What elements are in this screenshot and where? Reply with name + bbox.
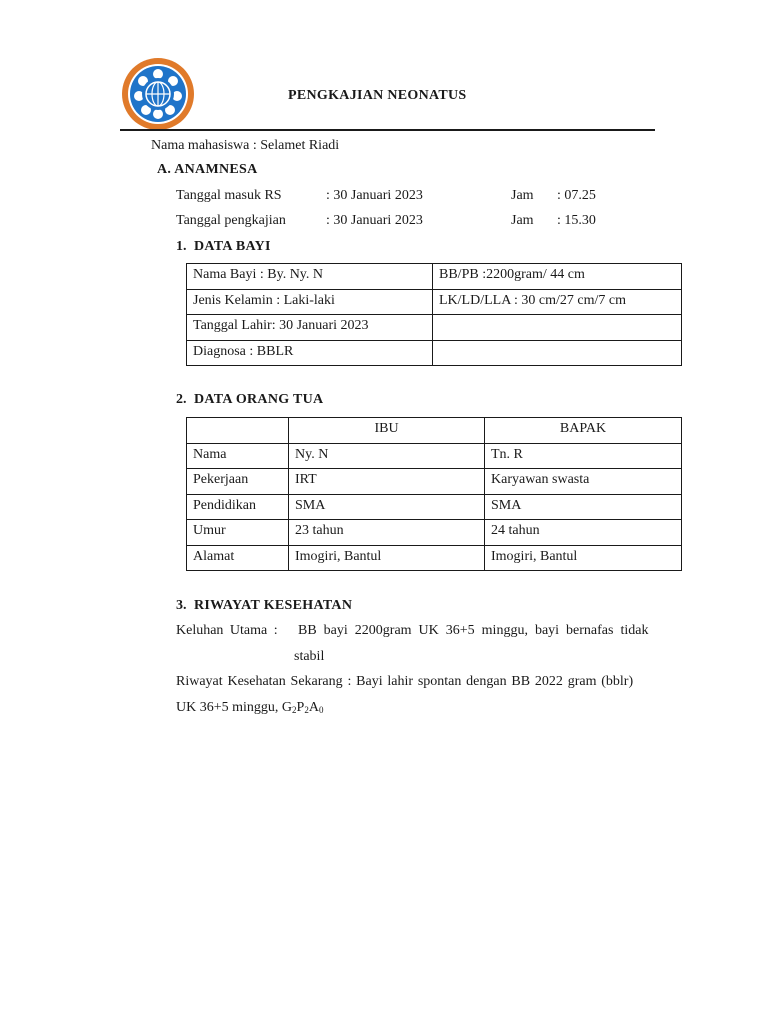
table-cell: Alamat: [187, 545, 289, 571]
table-header-cell: BAPAK: [485, 418, 682, 444]
data-bayi-heading: DATA BAYI: [194, 239, 271, 254]
gravida-subscript: 2: [292, 705, 297, 715]
table-cell: [433, 340, 682, 366]
assessment-date-label: Tanggal pengkajian: [176, 213, 286, 228]
table-row: [187, 264, 682, 290]
table-cell: SMA: [485, 494, 682, 520]
keluhan-text-line1: BB bayi 2200gram UK 36+5 minggu, bayi bernafas tidak: [298, 623, 649, 638]
table-row: [187, 340, 682, 366]
riwayat-sekarang-line1: Riwayat Kesehatan Sekarang : Bayi lahir spontan dengan BB 2022 gram (bblr): [176, 674, 634, 689]
table-cell: IRT: [289, 469, 485, 495]
keluhan-text-line2: stabil: [294, 649, 325, 664]
assessment-time-value: : 15.30: [557, 213, 596, 228]
table-cell: Pendidikan: [187, 494, 289, 520]
table-cell: Tanggal Lahir: 30 Januari 2023: [187, 315, 433, 341]
keluhan-label: Keluhan Utama :: [176, 623, 278, 638]
table-cell: Nama: [187, 443, 289, 469]
table-cell: Jenis Kelamin : Laki-laki: [187, 289, 433, 315]
table-cell: Nama Bayi : By. Ny. N: [187, 264, 433, 290]
table-row: [187, 545, 682, 571]
document-title: PENGKAJIAN NEONATUS: [288, 88, 467, 103]
baby-data-table: [186, 263, 682, 366]
table-cell: 23 tahun: [289, 520, 485, 546]
parents-data-table: [186, 417, 682, 571]
assessment-date-value: : 30 Januari 2023: [326, 213, 423, 228]
table-row: [187, 289, 682, 315]
riwayat-sekarang-text: UK 36+5 minggu, G: [176, 700, 293, 715]
admission-date-label: Tanggal masuk RS: [176, 188, 282, 203]
table-row: [187, 494, 682, 520]
data-bayi-number: 1.: [176, 239, 187, 254]
section-a-heading: A. ANAMNESA: [157, 162, 258, 177]
riwayat-heading: RIWAYAT KESEHATAN: [194, 598, 353, 613]
table-header-cell: IBU: [289, 418, 485, 444]
university-logo-icon: [121, 57, 195, 131]
table-cell: Imogiri, Bantul: [289, 545, 485, 571]
table-header-cell: [187, 418, 289, 444]
table-row: [187, 315, 682, 341]
para-subscript: 2: [304, 705, 309, 715]
table-cell: SMA: [289, 494, 485, 520]
abortus-letter: A: [308, 700, 319, 715]
admission-time-label: Jam: [511, 188, 534, 203]
admission-time-value: : 07.25: [557, 188, 596, 203]
table-cell: Umur: [187, 520, 289, 546]
table-cell: Imogiri, Bantul: [485, 545, 682, 571]
admission-date-value: : 30 Januari 2023: [326, 188, 423, 203]
abortus-subscript: 0: [318, 705, 324, 715]
table-cell: LK/LD/LLA : 30 cm/27 cm/7 cm: [433, 289, 682, 315]
student-name: Nama mahasiswa : Selamet Riadi: [151, 138, 340, 153]
table-cell: Diagnosa : BBLR: [187, 340, 433, 366]
table-row: [187, 443, 682, 469]
table-cell: [433, 315, 682, 341]
riwayat-sekarang-line2: [176, 700, 323, 716]
table-row: [187, 520, 682, 546]
title-divider: [120, 129, 655, 131]
table-cell: Tn. R: [485, 443, 682, 469]
data-ortu-heading: DATA ORANG TUA: [194, 392, 324, 407]
table-cell: Karyawan swasta: [485, 469, 682, 495]
data-ortu-number: 2.: [176, 392, 187, 407]
table-cell: BB/PB :2200gram/ 44 cm: [433, 264, 682, 290]
table-cell: 24 tahun: [485, 520, 682, 546]
table-row: [187, 469, 682, 495]
table-header-row: [187, 418, 682, 444]
table-cell: Pekerjaan: [187, 469, 289, 495]
table-cell: Ny. N: [289, 443, 485, 469]
riwayat-number: 3.: [176, 598, 187, 613]
para-letter: P: [296, 700, 305, 715]
assessment-time-label: Jam: [511, 213, 534, 228]
